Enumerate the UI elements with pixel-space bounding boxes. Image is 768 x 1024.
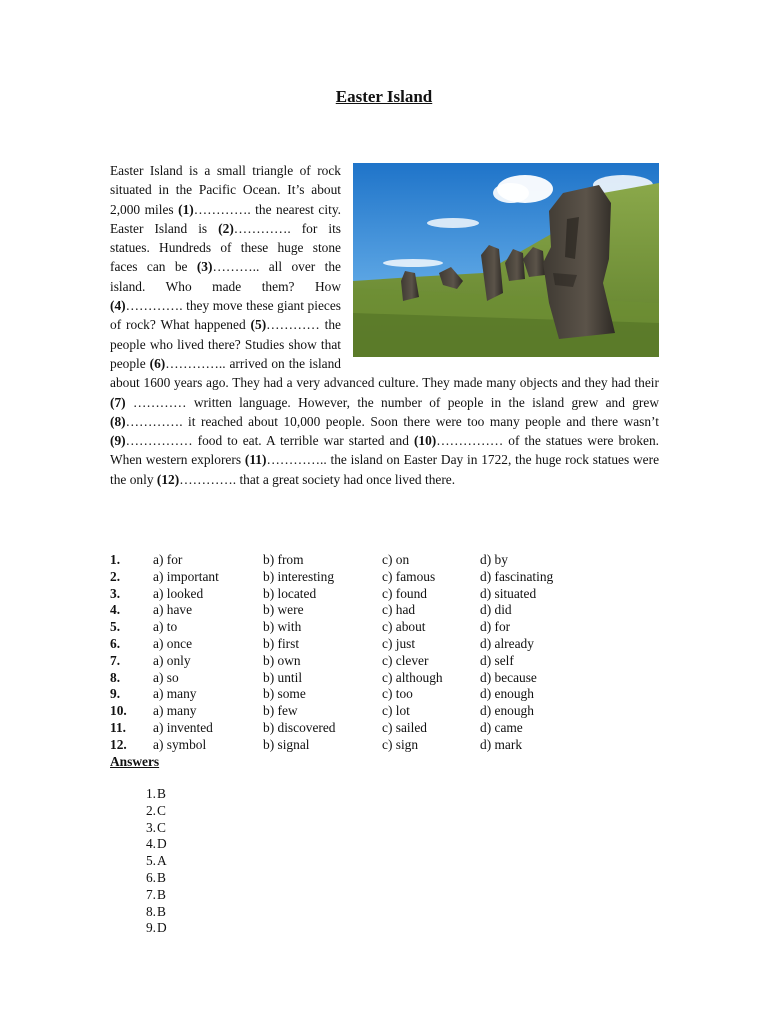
blank-number: (12)	[156, 471, 180, 487]
question-row	[110, 703, 670, 720]
question-row	[110, 552, 670, 569]
option-d: d) enough	[480, 703, 534, 719]
question-number: 1.	[110, 552, 121, 567]
page-title: Easter Island	[335, 87, 433, 106]
passage-run: ………….. arrived on the island about 1600 years ago. They had a very advanced culture. They made many objects and they had their	[110, 355, 659, 391]
option-d: d) did	[480, 602, 512, 618]
passage-run: ………….. the island on Easter Day in 1722, the huge rock statues were the only	[110, 452, 660, 487]
passage-run: …………. for its statues. Hundreds of these huge stone faces can be	[110, 220, 342, 275]
question-number: 9.	[110, 686, 121, 702]
blank-number: (1)	[178, 201, 194, 217]
question-number: 2.	[110, 568, 121, 584]
option-d: d) enough	[480, 686, 534, 702]
multiple-choice-questions	[110, 552, 670, 754]
option-d: d) already	[480, 635, 534, 651]
blank-number: (10)	[413, 433, 437, 449]
option-a: a) once	[153, 635, 193, 651]
reading-passage	[110, 161, 659, 489]
option-a: a) so	[153, 669, 179, 685]
option-b: b) first	[263, 635, 300, 651]
answer-letter: B	[157, 903, 166, 919]
option-b: b) some	[263, 686, 306, 702]
answer-letter: C	[157, 802, 166, 818]
blank-number: (7)	[110, 394, 126, 410]
passage-run: ………… written language. However, the number of people in the island grew and grew	[125, 394, 659, 410]
passage-run: …………. it reached about 10,000 people. Soon there were too many people and there wasn’t	[125, 413, 659, 429]
question-number: 7.	[110, 652, 121, 668]
option-d: d) situated	[480, 585, 537, 601]
passage-run: …………… of the statues were broken. When western explorers	[110, 433, 660, 468]
option-b: b) were	[263, 602, 304, 618]
option-b: b) located	[263, 585, 317, 601]
question-row	[110, 602, 670, 619]
option-a: a) many	[153, 686, 197, 702]
option-d: d) by	[480, 552, 508, 567]
question-row	[110, 586, 670, 603]
option-d: d) for	[480, 619, 511, 635]
option-c: c) just	[382, 635, 416, 651]
question-row	[110, 686, 670, 703]
option-c: c) sign	[382, 736, 419, 752]
option-d: d) self	[480, 652, 514, 668]
option-c: c) famous	[382, 568, 436, 584]
answer-letter: D	[157, 920, 167, 936]
blank-number: (4)	[110, 298, 126, 314]
question-number: 5.	[110, 619, 121, 635]
answer-number: 7.	[145, 886, 156, 902]
option-c: c) sailed	[382, 719, 427, 735]
question-number: 4.	[110, 602, 121, 618]
option-b: b) signal	[263, 736, 310, 752]
option-c: c) although	[382, 669, 443, 685]
answers-heading: Answers	[110, 754, 160, 769]
answer-letter: B	[157, 886, 166, 902]
option-b: b) discovered	[263, 719, 336, 735]
option-a: a) to	[153, 619, 178, 635]
option-c: c) had	[382, 602, 416, 618]
option-c: c) clever	[382, 652, 429, 668]
option-a: a) many	[153, 703, 197, 719]
option-b: b) interesting	[263, 568, 335, 584]
moai-statues-photo	[353, 163, 659, 357]
blank-number: (6)	[149, 355, 166, 371]
answer-letter: D	[157, 836, 167, 852]
option-c: c) found	[382, 585, 427, 601]
option-b: b) with	[263, 619, 302, 635]
blank-number: (2)	[218, 220, 234, 236]
passage-run: ………… the people who lived there? Studies show that people	[110, 317, 341, 371]
question-number: 8.	[110, 669, 121, 685]
passage-run: ……….. all over the island. Who made them? How	[110, 259, 341, 294]
answer-number: 1.	[145, 786, 156, 801]
option-a: a) only	[153, 652, 191, 668]
question-row	[110, 636, 670, 653]
option-a: a) invented	[153, 719, 213, 735]
option-d: d) fascinating	[480, 568, 554, 584]
option-b: b) until	[263, 669, 303, 685]
answer-number: 5.	[145, 853, 156, 869]
question-number: 3.	[110, 585, 121, 601]
blank-number: (3)	[196, 259, 213, 275]
blank-number: (11)	[244, 452, 267, 468]
answer-number: 9.	[145, 920, 156, 936]
option-a: a) looked	[153, 585, 204, 601]
option-d: d) came	[480, 719, 523, 735]
option-c: c) too	[382, 686, 413, 702]
passage-run: …………. that a great society had once lived there.	[179, 471, 456, 487]
option-c: c) about	[382, 619, 426, 635]
question-number: 6.	[110, 635, 121, 651]
passage-run: …………. they move these giant pieces of rock? What happened	[110, 298, 341, 333]
option-a: a) have	[153, 602, 193, 618]
option-c: c) on	[382, 552, 410, 567]
question-row	[110, 653, 670, 670]
question-number: 11.	[110, 719, 126, 735]
option-a: a) symbol	[153, 736, 207, 752]
passage-run: …………. the nearest city. Easter Island is	[110, 201, 341, 236]
blank-number: (5)	[250, 317, 267, 333]
answer-number: 2.	[145, 802, 156, 818]
answer-letter: A	[157, 853, 167, 869]
question-row	[110, 619, 670, 636]
question-number: 12.	[110, 736, 127, 752]
answer-number: 4.	[145, 836, 156, 852]
option-d: d) because	[480, 669, 537, 685]
question-number: 10.	[110, 703, 127, 719]
option-b: b) own	[263, 652, 301, 668]
option-a: a) for	[153, 552, 183, 567]
question-row	[110, 737, 670, 754]
option-b: b) few	[263, 703, 298, 719]
passage-run: …………… food to eat. A terrible war started and	[125, 433, 414, 449]
option-c: c) lot	[382, 703, 410, 719]
option-b: b) from	[263, 552, 304, 567]
answer-number: 3.	[145, 819, 156, 835]
question-row	[110, 569, 670, 586]
answer-letter: B	[157, 786, 166, 801]
passage-run: Easter Island is a small triangle of rock situated in the Pacific Ocean. It’s about 2,000 miles	[110, 163, 341, 217]
answer-letter: B	[157, 869, 166, 885]
answer-number: 8.	[145, 903, 156, 919]
option-a: a) important	[153, 568, 219, 584]
question-row	[110, 670, 670, 687]
answer-number: 6.	[145, 869, 156, 885]
blank-number: (9)	[110, 433, 126, 449]
question-row	[110, 720, 670, 737]
option-d: d) mark	[480, 736, 523, 752]
answer-letter: C	[157, 819, 166, 835]
blank-number: (8)	[110, 413, 126, 429]
